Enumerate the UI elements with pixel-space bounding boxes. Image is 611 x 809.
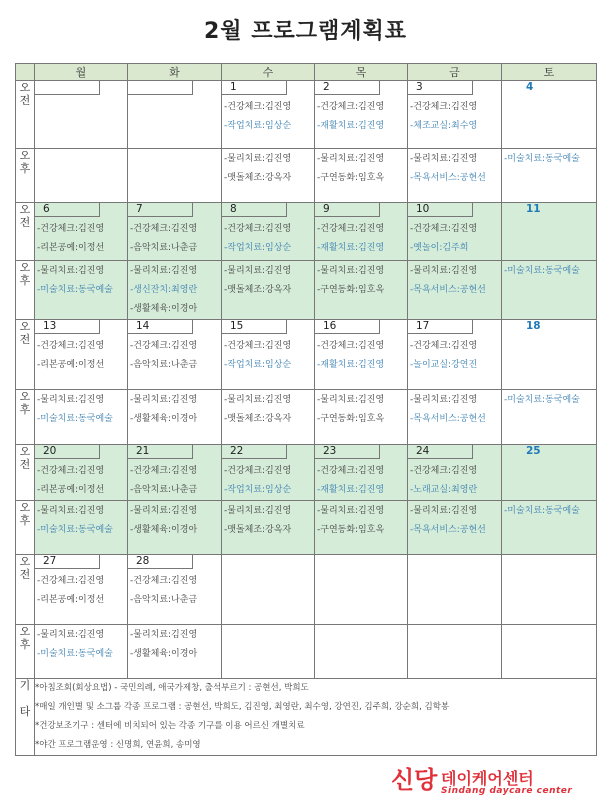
day-pm-cell (222, 501, 315, 555)
week-am-row (16, 81, 597, 149)
program-entry: -건강체크:김진영 (224, 341, 292, 351)
day-am-cell (35, 555, 128, 625)
day-pm-cell (128, 501, 222, 555)
am-label-char: 오 (19, 320, 31, 333)
program-entry: -물리치료:김진영 (37, 506, 105, 516)
program-entry: -물리치료:김진영 (130, 506, 198, 516)
day-pm-cell (35, 390, 128, 445)
program-entry: -리본공예:이정선 (37, 243, 105, 253)
etc-label (16, 679, 35, 756)
program-entry: -맷돌체조:강옥자 (224, 525, 292, 535)
day-pm-cell (502, 261, 597, 320)
am-label-char: 오 (19, 555, 31, 568)
day-pm-cell (408, 501, 502, 555)
date-number: 21 (128, 445, 193, 459)
weekday-header: 금 (408, 64, 502, 81)
program-entry: -재활치료:김진영 (317, 485, 385, 495)
program-entry: -건강체크:김진영 (37, 466, 105, 476)
date-number: 24 (408, 445, 473, 459)
program-entry: -건강체크:김진영 (37, 224, 105, 234)
program-entry: -건강체크:김진영 (410, 466, 478, 476)
date-number: 13 (35, 320, 100, 334)
am-label-char: 전 (19, 458, 31, 471)
program-entry: -건강체크:김진영 (317, 102, 385, 112)
day-am-cell (128, 320, 222, 390)
day-am-cell (35, 203, 128, 261)
date-number: 27 (35, 555, 100, 569)
note-line: *아침조회(회상요법) - 국민의례, 애국가제창, 출석부르기 : 공현선, 박희도 (35, 683, 309, 693)
date-number: 1 (222, 81, 287, 95)
date-number: 4 (526, 81, 534, 93)
notes-cell (35, 679, 597, 756)
day-pm-cell (128, 261, 222, 320)
program-entry: -맷돌체조:강옥자 (224, 285, 292, 295)
program-entry: -물리치료:김진영 (130, 395, 198, 405)
etc-label-text: 기 타 (19, 679, 31, 718)
day-pm-cell (128, 625, 222, 679)
pm-label (16, 501, 35, 555)
date-number: 25 (526, 445, 541, 457)
program-entry: -구연동화:임호옥 (317, 173, 385, 183)
program-entry: -건강체크:김진영 (224, 224, 292, 234)
program-entry: -물리치료:김진영 (410, 506, 478, 516)
program-entry: -음악치료:나춘금 (130, 485, 198, 495)
day-pm-cell (222, 149, 315, 203)
header-corner (16, 64, 35, 81)
program-entry: -물리치료:김진영 (317, 154, 385, 164)
program-entry: -작업치료:임상순 (224, 485, 292, 495)
day-am-cell (502, 445, 597, 501)
program-entry: -생활체육:이경아 (130, 304, 198, 314)
program-entry: -작업치료:임상순 (224, 121, 292, 131)
program-entry: -건강체크:김진영 (317, 466, 385, 476)
program-entry: -물리치료:김진영 (130, 266, 198, 276)
day-pm-cell (502, 625, 597, 679)
day-pm-cell (35, 261, 128, 320)
pm-label-char: 후 (19, 162, 31, 175)
day-am-cell (315, 555, 408, 625)
pm-label (16, 149, 35, 203)
program-entry: -물리치료:김진영 (224, 154, 292, 164)
date-number: 14 (128, 320, 193, 334)
program-entry: -건강체크:김진영 (410, 102, 478, 112)
program-entry: -물리치료:김진영 (37, 630, 105, 640)
pm-label (16, 625, 35, 679)
date-number: 3 (408, 81, 473, 95)
program-entry: -재활치료:김진영 (317, 360, 385, 370)
calendar-body (16, 81, 597, 679)
program-entry: -물리치료:김진영 (410, 266, 478, 276)
day-am-cell (315, 203, 408, 261)
day-am-cell (222, 81, 315, 149)
day-am-cell (315, 320, 408, 390)
center-logo (391, 760, 601, 800)
program-entry: -구연동화:임호옥 (317, 414, 385, 424)
program-entry: -미술치료:동국예술 (504, 506, 580, 516)
week-pm-row (16, 149, 597, 203)
day-am-cell (408, 81, 502, 149)
date-number: 16 (315, 320, 380, 334)
day-pm-cell (408, 149, 502, 203)
day-am-cell (408, 320, 502, 390)
day-pm-cell (502, 390, 597, 445)
program-entry: -구연동화:임호옥 (317, 525, 385, 535)
day-am-cell (315, 81, 408, 149)
program-entry: -생활체육:이경아 (130, 649, 198, 659)
logo-english-text: Sindang daycare center (441, 786, 573, 796)
program-entry: -물리치료:김진영 (317, 395, 385, 405)
program-entry: -미술치료:동국예술 (37, 285, 113, 295)
program-entry: -물리치료:김진영 (317, 266, 385, 276)
am-label-char: 오 (19, 445, 31, 458)
day-pm-cell (315, 149, 408, 203)
date-number: 8 (222, 203, 287, 217)
program-entry: -물리치료:김진영 (37, 266, 105, 276)
logo-korean-name: 신당 (391, 766, 438, 794)
weekday-header-row (16, 64, 597, 81)
day-pm-cell (128, 149, 222, 203)
day-pm-cell (222, 390, 315, 445)
am-label-char: 전 (19, 333, 31, 346)
day-pm-cell (408, 261, 502, 320)
week-pm-row (16, 625, 597, 679)
day-pm-cell (222, 625, 315, 679)
note-line: *매일 개인별 및 소그룹 각종 프로그램 : 공현선, 박희도, 김진영, 최영란, 최수영, 강연진, 김주희, 강순희, 김학봉 (35, 702, 450, 712)
am-label-char: 오 (19, 81, 31, 94)
am-label-char: 오 (19, 203, 31, 216)
program-entry: -물리치료:김진영 (410, 395, 478, 405)
program-entry: -음악치료:나춘금 (130, 595, 198, 605)
day-pm-cell (35, 625, 128, 679)
day-pm-cell (128, 390, 222, 445)
program-entry: -음악치료:나춘금 (130, 243, 198, 253)
date-number: 11 (526, 203, 541, 215)
program-entry: -미술치료:동국예술 (504, 154, 580, 164)
week-pm-row (16, 390, 597, 445)
day-pm-cell (315, 261, 408, 320)
program-entry: -미술치료:동국예술 (37, 649, 113, 659)
day-pm-cell (502, 501, 597, 555)
program-entry: -미술치료:동국예술 (37, 414, 113, 424)
am-label-char: 전 (19, 568, 31, 581)
program-entry: -생신잔치:최영란 (130, 285, 198, 295)
program-entry: -물리치료:김진영 (224, 395, 292, 405)
day-am-cell (35, 81, 128, 149)
program-entry: -재활치료:김진영 (317, 243, 385, 253)
day-am-cell (35, 320, 128, 390)
program-entry: -체조교실:최수영 (410, 121, 478, 131)
program-entry: -건강체크:김진영 (224, 466, 292, 476)
date-number: 20 (35, 445, 100, 459)
day-pm-cell (408, 390, 502, 445)
pm-label-char: 후 (19, 638, 31, 651)
program-entry: -건강체크:김진영 (410, 341, 478, 351)
date-number: 2 (315, 81, 380, 95)
day-pm-cell (502, 149, 597, 203)
logo-center-text: 데이케어센터 (441, 769, 534, 788)
pm-label (16, 261, 35, 320)
pm-label-char: 후 (19, 403, 31, 416)
day-am-cell (408, 203, 502, 261)
program-entry: -물리치료:김진영 (37, 395, 105, 405)
program-calendar (15, 63, 597, 756)
day-am-cell (222, 320, 315, 390)
day-am-cell (128, 203, 222, 261)
program-entry: -리본공예:이정선 (37, 360, 105, 370)
pm-label-char: 오 (19, 501, 31, 514)
pm-label (16, 390, 35, 445)
program-entry: -구연동화:임호옥 (317, 285, 385, 295)
day-am-cell (502, 203, 597, 261)
day-pm-cell (35, 501, 128, 555)
program-entry: -건강체크:김진영 (317, 224, 385, 234)
program-entry: -건강체크:김진영 (130, 466, 198, 476)
week-am-row (16, 320, 597, 390)
day-am-cell (408, 555, 502, 625)
program-entry: -물리치료:김진영 (410, 154, 478, 164)
program-entry: -맷돌체조:강옥자 (224, 173, 292, 183)
program-entry: -물리치료:김진영 (224, 506, 292, 516)
day-pm-cell (315, 390, 408, 445)
date-number: 23 (315, 445, 380, 459)
program-entry: -물리치료:김진영 (130, 630, 198, 640)
am-label (16, 320, 35, 390)
day-am-cell (222, 445, 315, 501)
am-label-char: 전 (19, 216, 31, 229)
day-am-cell (502, 320, 597, 390)
date-number: 9 (315, 203, 380, 217)
pm-label-char: 후 (19, 514, 31, 527)
program-entry: -맷돌체조:강옥자 (224, 414, 292, 424)
program-entry: -음악치료:나춘금 (130, 360, 198, 370)
weekday-header: 토 (502, 64, 597, 81)
page-title: 2월 프로그램계획표 (204, 19, 407, 44)
program-entry: -건강체크:김진영 (37, 576, 105, 586)
program-entry: -건강체크:김진영 (317, 341, 385, 351)
week-am-row (16, 203, 597, 261)
date-number: 22 (222, 445, 287, 459)
program-entry: -재활치료:김진영 (317, 121, 385, 131)
week-pm-row (16, 501, 597, 555)
weekday-header: 수 (222, 64, 315, 81)
program-entry: -놀이교실:강연진 (410, 360, 478, 370)
week-pm-row (16, 261, 597, 320)
date-number (35, 81, 100, 95)
am-label-char: 전 (19, 94, 31, 107)
program-entry: -건강체크:김진영 (224, 102, 292, 112)
program-entry: -목욕서비스:공현선 (410, 285, 486, 295)
program-entry: -건강체크:김진영 (130, 576, 198, 586)
program-entry: -미술치료:동국예술 (504, 266, 580, 276)
week-am-row (16, 445, 597, 501)
etc-row (16, 679, 597, 756)
program-entry: -리본공예:이정선 (37, 595, 105, 605)
date-number (128, 81, 193, 95)
date-number: 28 (128, 555, 193, 569)
program-entry: -건강체크:김진영 (37, 341, 105, 351)
date-number: 18 (526, 320, 541, 332)
program-entry: -물리치료:김진영 (224, 266, 292, 276)
day-pm-cell (35, 149, 128, 203)
weekday-header: 월 (35, 64, 128, 81)
date-number: 15 (222, 320, 287, 334)
day-am-cell (128, 555, 222, 625)
pm-label-char: 오 (19, 261, 31, 274)
day-am-cell (315, 445, 408, 501)
weekday-header: 목 (315, 64, 408, 81)
program-entry: -건강체크:김진영 (410, 224, 478, 234)
program-entry: -작업치료:임상순 (224, 243, 292, 253)
program-entry: -미술치료:동국예술 (37, 525, 113, 535)
program-entry: -건강체크:김진영 (130, 224, 198, 234)
program-entry: -목욕서비스:공현선 (410, 173, 486, 183)
am-label (16, 555, 35, 625)
day-am-cell (128, 445, 222, 501)
program-entry: -미술치료:동국예술 (504, 395, 580, 405)
weekday-header: 화 (128, 64, 222, 81)
date-number: 7 (128, 203, 193, 217)
am-label (16, 81, 35, 149)
pm-label-char: 오 (19, 625, 31, 638)
day-pm-cell (408, 625, 502, 679)
program-entry: -건강체크:김진영 (130, 341, 198, 351)
am-label (16, 203, 35, 261)
note-line: *야간 프로그램운영 : 신명희, 연윤희, 송미영 (35, 740, 201, 750)
program-entry: -작업치료:임상순 (224, 360, 292, 370)
week-am-row (16, 555, 597, 625)
day-am-cell (222, 555, 315, 625)
day-pm-cell (315, 625, 408, 679)
pm-label-char: 오 (19, 390, 31, 403)
program-entry: -물리치료:김진영 (317, 506, 385, 516)
day-am-cell (222, 203, 315, 261)
am-label (16, 445, 35, 501)
pm-label-char: 오 (19, 149, 31, 162)
day-am-cell (128, 81, 222, 149)
day-pm-cell (315, 501, 408, 555)
day-am-cell (408, 445, 502, 501)
date-number: 10 (408, 203, 473, 217)
day-pm-cell (222, 261, 315, 320)
pm-label-char: 후 (19, 274, 31, 287)
program-entry: -옛놀이:김주희 (410, 243, 469, 253)
program-entry: -리본공예:이정선 (37, 485, 105, 495)
date-number: 6 (35, 203, 100, 217)
note-line: *건강보조기구 : 센터에 비치되어 있는 각종 기구를 이용 어르신 개별치료 (35, 721, 305, 731)
date-number: 17 (408, 320, 473, 334)
program-entry: -생활체육:이경아 (130, 525, 198, 535)
day-am-cell (502, 555, 597, 625)
program-entry: -목욕서비스:공현선 (410, 414, 486, 424)
day-am-cell (35, 445, 128, 501)
program-entry: -노래교실:최영란 (410, 485, 478, 495)
program-entry: -생활체육:이경아 (130, 414, 198, 424)
day-am-cell (502, 81, 597, 149)
program-entry: -목욕서비스:공현선 (410, 525, 486, 535)
